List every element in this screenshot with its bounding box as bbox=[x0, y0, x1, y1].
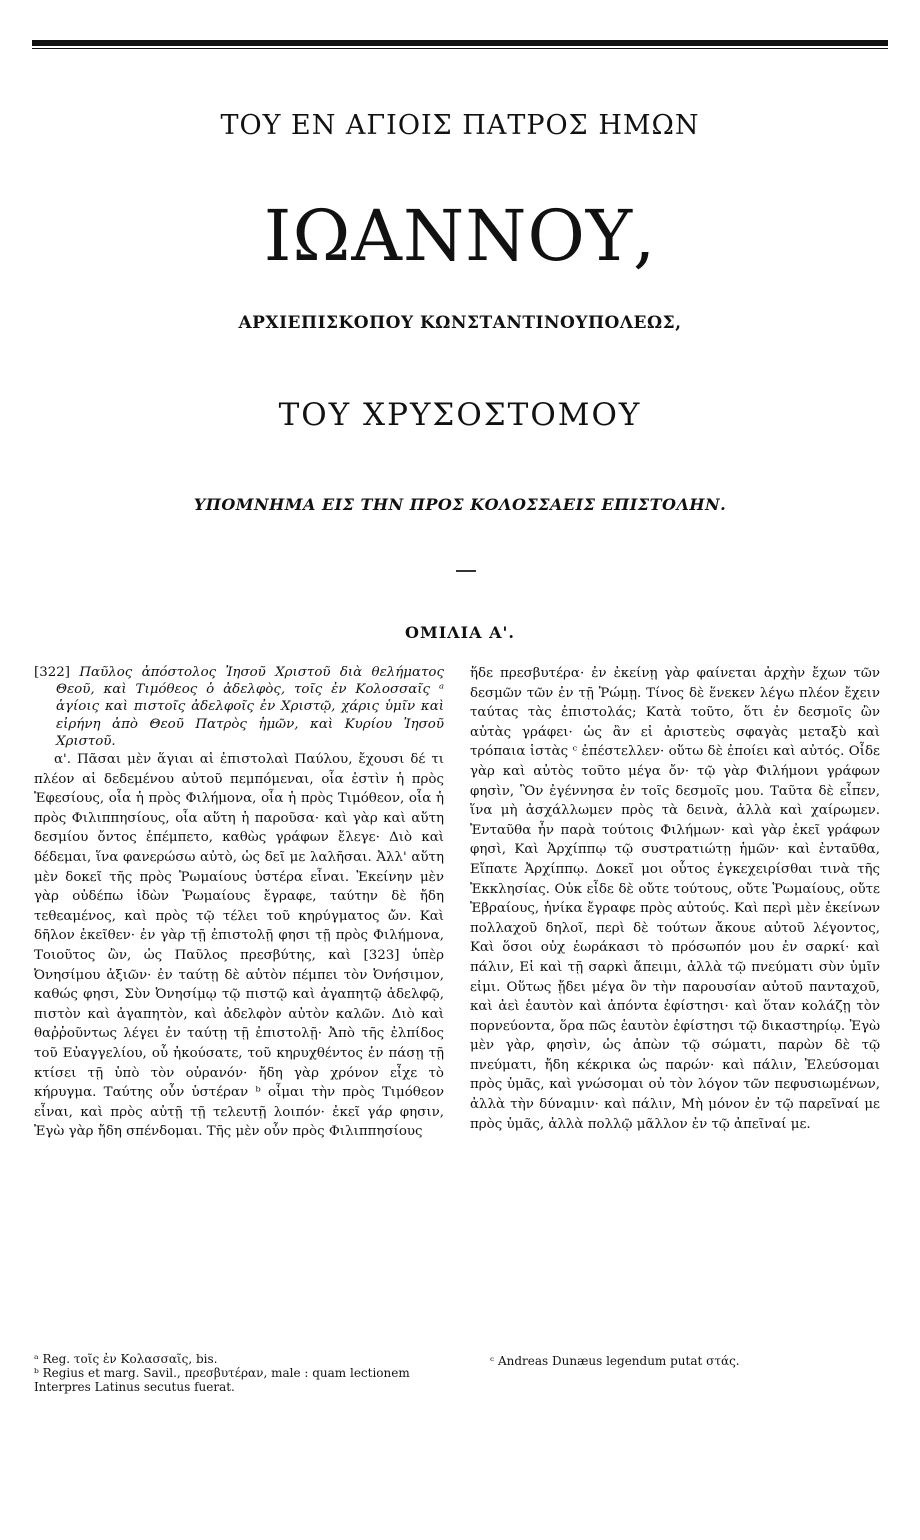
verse-text: Παῦλος ἀπόστολος Ἰησοῦ Χριστοῦ διὰ θελήματος Θεοῦ, καὶ Τιμόθεος ὁ ἀδελφὸς, τοῖς ἐν Κολοσσαῖς ᵃ ἁγίοις καὶ πιστοῖς ἀδελφοῖς ἐν Χριστῷ, χάρις ὑμῖν καὶ εἰρήνη ἀπὸ Θεοῦ Πατρὸς ἡμῶν, καὶ Κυρίου Ἰησοῦ Χριστοῦ. bbox=[56, 665, 444, 749]
title-line-4: ΤΟΥ ΧΡΥΣΟΣΤΟΜΟΥ bbox=[278, 397, 642, 433]
separator-dash bbox=[456, 570, 476, 572]
footnote-a: ᵃ Reg. τοῖς ἐν Κολασσαῖς, bis. bbox=[34, 1352, 218, 1366]
title-line-1: ΤΟΥ ΕΝ ΑΓΙΟΙΣ ΠΑΤΡΟΣ ΗΜΩΝ bbox=[220, 110, 700, 141]
work-title: ΥΠΟΜΝΗΜΑ ΕΙΣ ΤΗΝ ΠΡΟΣ ΚΟΛΟΣΣΑΕΙΣ ΕΠΙΣΤΟΛΗΝ. bbox=[193, 495, 727, 514]
top-rule-thin bbox=[32, 48, 888, 49]
footnotes-right bbox=[490, 1354, 880, 1368]
footnote-c: ᶜ Andreas Dunæus legendum putat στάς. bbox=[490, 1354, 740, 1368]
footnotes-left bbox=[34, 1352, 444, 1394]
title-line-3: ΑΡΧΙΕΠΙΣΚΟΠΟΥ ΚΩΝΣΤΑΝΤΙΝΟΥΠΟΛΕΩΣ, bbox=[238, 313, 682, 333]
left-body-text: α'. Πᾶσαι μὲν ἅγιαι αἱ ἐπιστολαὶ Παύλου, ἔχουσι δέ τι πλέον αἱ δεδεμένου αὐτοῦ πεμπόμεναι, οἷα ἐστὶν ἡ πρὸς Ἐφεσίους, οἷα ἡ πρὸς Φιλήμονα, οἷα ἡ πρὸς Τιμόθεον, οἷα ἡ πρὸς Φιλιππησίους, οἷα αὕτη ἡ παροῦσα· καὶ γὰρ καὶ αὕτη δεσμίου ὄντος ἐπέμπετο, καθὼς γράφων ἔλεγε· Διὸ καὶ δέδεμαι, ἵνα φανερώσω αὐτὸ, ὡς δεῖ με λαλῆσαι. Ἀλλ' αὕτη μὲν δοκεῖ τῆς πρὸς Ῥωμαίους ὑστέρα εἶναι. Ἐκείνην μὲν γὰρ οὐδέπω ἰδὼν Ῥωμαίους ἔγραφε, ταύτην δὲ ἤδη τεθεαμένος, καὶ πρὸς τῷ τέλει τοῦ κηρύγματος ὤν. Καὶ δῆλον ἐκεῖθεν· ἐν γὰρ τῇ ἐπιστολῇ φησι τῇ πρὸς Φιλήμονα, Τοιοῦτος ὢν, ὡς Παῦλος πρεσβύτης, καὶ [323] ὑπὲρ Ὀνησίμου ἀξιῶν· ἐν ταύτῃ δὲ αὐτὸν πέμπει τὸν Ὀνήσιμον, καθώς φησι, Σὺν Ὀνησίμῳ τῷ πιστῷ καὶ ἀγαπητῷ ἀδελφῷ, πιστὸν καὶ ἀγαπητὸν, καὶ ἀδελφὸν αὐτὸν καλῶν. Διὸ καὶ θαῤῥοῦντως λέγει ἐν ταύτῃ τῇ ἐπιστολῇ· Ἀπὸ τῆς ἐλπίδος τοῦ Εὐαγγελίου, οὗ ἠκούσατε, τοῦ κηρυχθέντος ἐν πάσῃ τῇ κτίσει τῇ ὑπὸ τὸν οὐρανόν· ἤδη γὰρ χρόνον εἶχε τὸ κήρυγμα. Ταύτης οὖν ὑστέραν ᵇ οἶμαι τὴν πρὸς Τιμόθεον εἶναι, καὶ πρὸς αὐτῇ τῇ τελευτῇ λοιπόν· ἐκεῖ γάρ φησιν, Ἐγὼ γὰρ ἤδη σπένδομαι. Τῆς μὲν οὖν πρὸς Φιλιππησίους bbox=[34, 752, 444, 1140]
page-marker: [322] bbox=[34, 665, 71, 680]
right-column bbox=[470, 664, 880, 1134]
title-author-name: ΙΩΑΝΝΟΥ, bbox=[263, 195, 657, 277]
scripture-verse bbox=[34, 664, 444, 750]
homily-heading: ΟΜΙΛΙΑ Α'. bbox=[405, 623, 515, 642]
left-column bbox=[34, 664, 444, 1142]
footnote-b: ᵇ Regius et marg. Savil., πρεσβυτέραν, male : quam lectionem Interpres Latinus secutus fuerat. bbox=[34, 1366, 410, 1394]
top-rule bbox=[32, 40, 888, 46]
right-body-text: ἥδε πρεσβυτέρα· ἐν ἐκείνῃ γὰρ φαίνεται ἀρχὴν ἔχων τῶν δεσμῶν τῶν ἐν τῇ Ῥώμῃ. Τίνος δὲ ἕνεκεν λέγω πλέον ἔχειν ταύτας τὰς ἐπιστολάς; Κατὰ τοῦτο, ὅτι ἐν δεσμοῖς ὢν αὐτὰς γράφει· ὡς ἂν εἰ ἀριστεὺς σφαγὰς μεταξὺ καὶ τρόπαια ἱστὰς ᶜ ἐπέστελλεν· οὕτω δὲ ἐποίει καὶ αὐτός. Οἶδε γὰρ καὶ αὐτὸς τοῦτο μέγα ὄν· τῷ γὰρ Φιλήμονι γράφων φησὶν, Ὃν ἐγέννησα ἐν τοῖς δεσμοῖς μου. Ταῦτα δὲ εἶπεν, ἵνα μὴ ἀσχάλλωμεν πρὸς τὰ δεινὰ, ἀλλὰ καὶ χαίρωμεν. Ἐνταῦθα ἦν παρὰ τούτοις Φιλήμων· καὶ γὰρ ἐκεῖ γράφων φησὶ, Καὶ Ἀρχίππῳ τῷ συστρατιώτῃ ἡμῶν· καὶ ἐνταῦθα, Εἴπατε Ἀρχίππῳ. Δοκεῖ μοι οὗτος ἐγκεχειρίσθαι τινὰ τῆς Ἐκκλησίας. Οὐκ εἶδε δὲ οὔτε τούτους, οὔτε Ῥωμαίους, οὔτε Ἑβραίους, ἡνίκα ἔγραφε πρὸς αὐτούς. Καὶ περὶ μὲν ἐκείνων πολλαχοῦ δηλοῖ, περὶ δὲ τούτων ἄκουε αὐτοῦ λέγοντος, Καὶ ὅσοι οὐχ ἑωράκασι τὸ πρόσωπόν μου ἐν σαρκί· καὶ πάλιν, Εἰ καὶ τῇ σαρκὶ ἄπειμι, ἀλλὰ τῷ πνεύματι σὺν ὑμῖν εἰμι. Οὕτως ᾔδει μέγα ὂν τὴν παρουσίαν αὐτοῦ πανταχοῦ, καὶ ἀεὶ ἑαυτὸν καὶ ἀπόντα ἐφίστησι· καὶ ὅταν κολάζῃ τὸν πορνεύοντα, ὅρα πῶς ἑαυτὸν ἐφίστησι τῷ δικαστηρίῳ. Ἐγὼ μὲν γὰρ, φησὶν, ὡς ἀπὼν τῷ σώματι, παρὼν δὲ τῷ πνεύματι, ἤδη κέκρικα ὡς παρών· καὶ πάλιν, Ἐλεύσομαι πρὸς ὑμᾶς, καὶ γνώσομαι οὐ τὸν λόγον τῶν πεφυσιωμένων, ἀλλὰ τὴν δύναμιν· καὶ πάλιν, Μὴ μόνον ἐν τῷ παρεῖναί με πρὸς ὑμᾶς, ἀλλὰ πολλῷ μᾶλλον ἐν τῷ ἀπεῖναί με. bbox=[470, 666, 880, 1132]
